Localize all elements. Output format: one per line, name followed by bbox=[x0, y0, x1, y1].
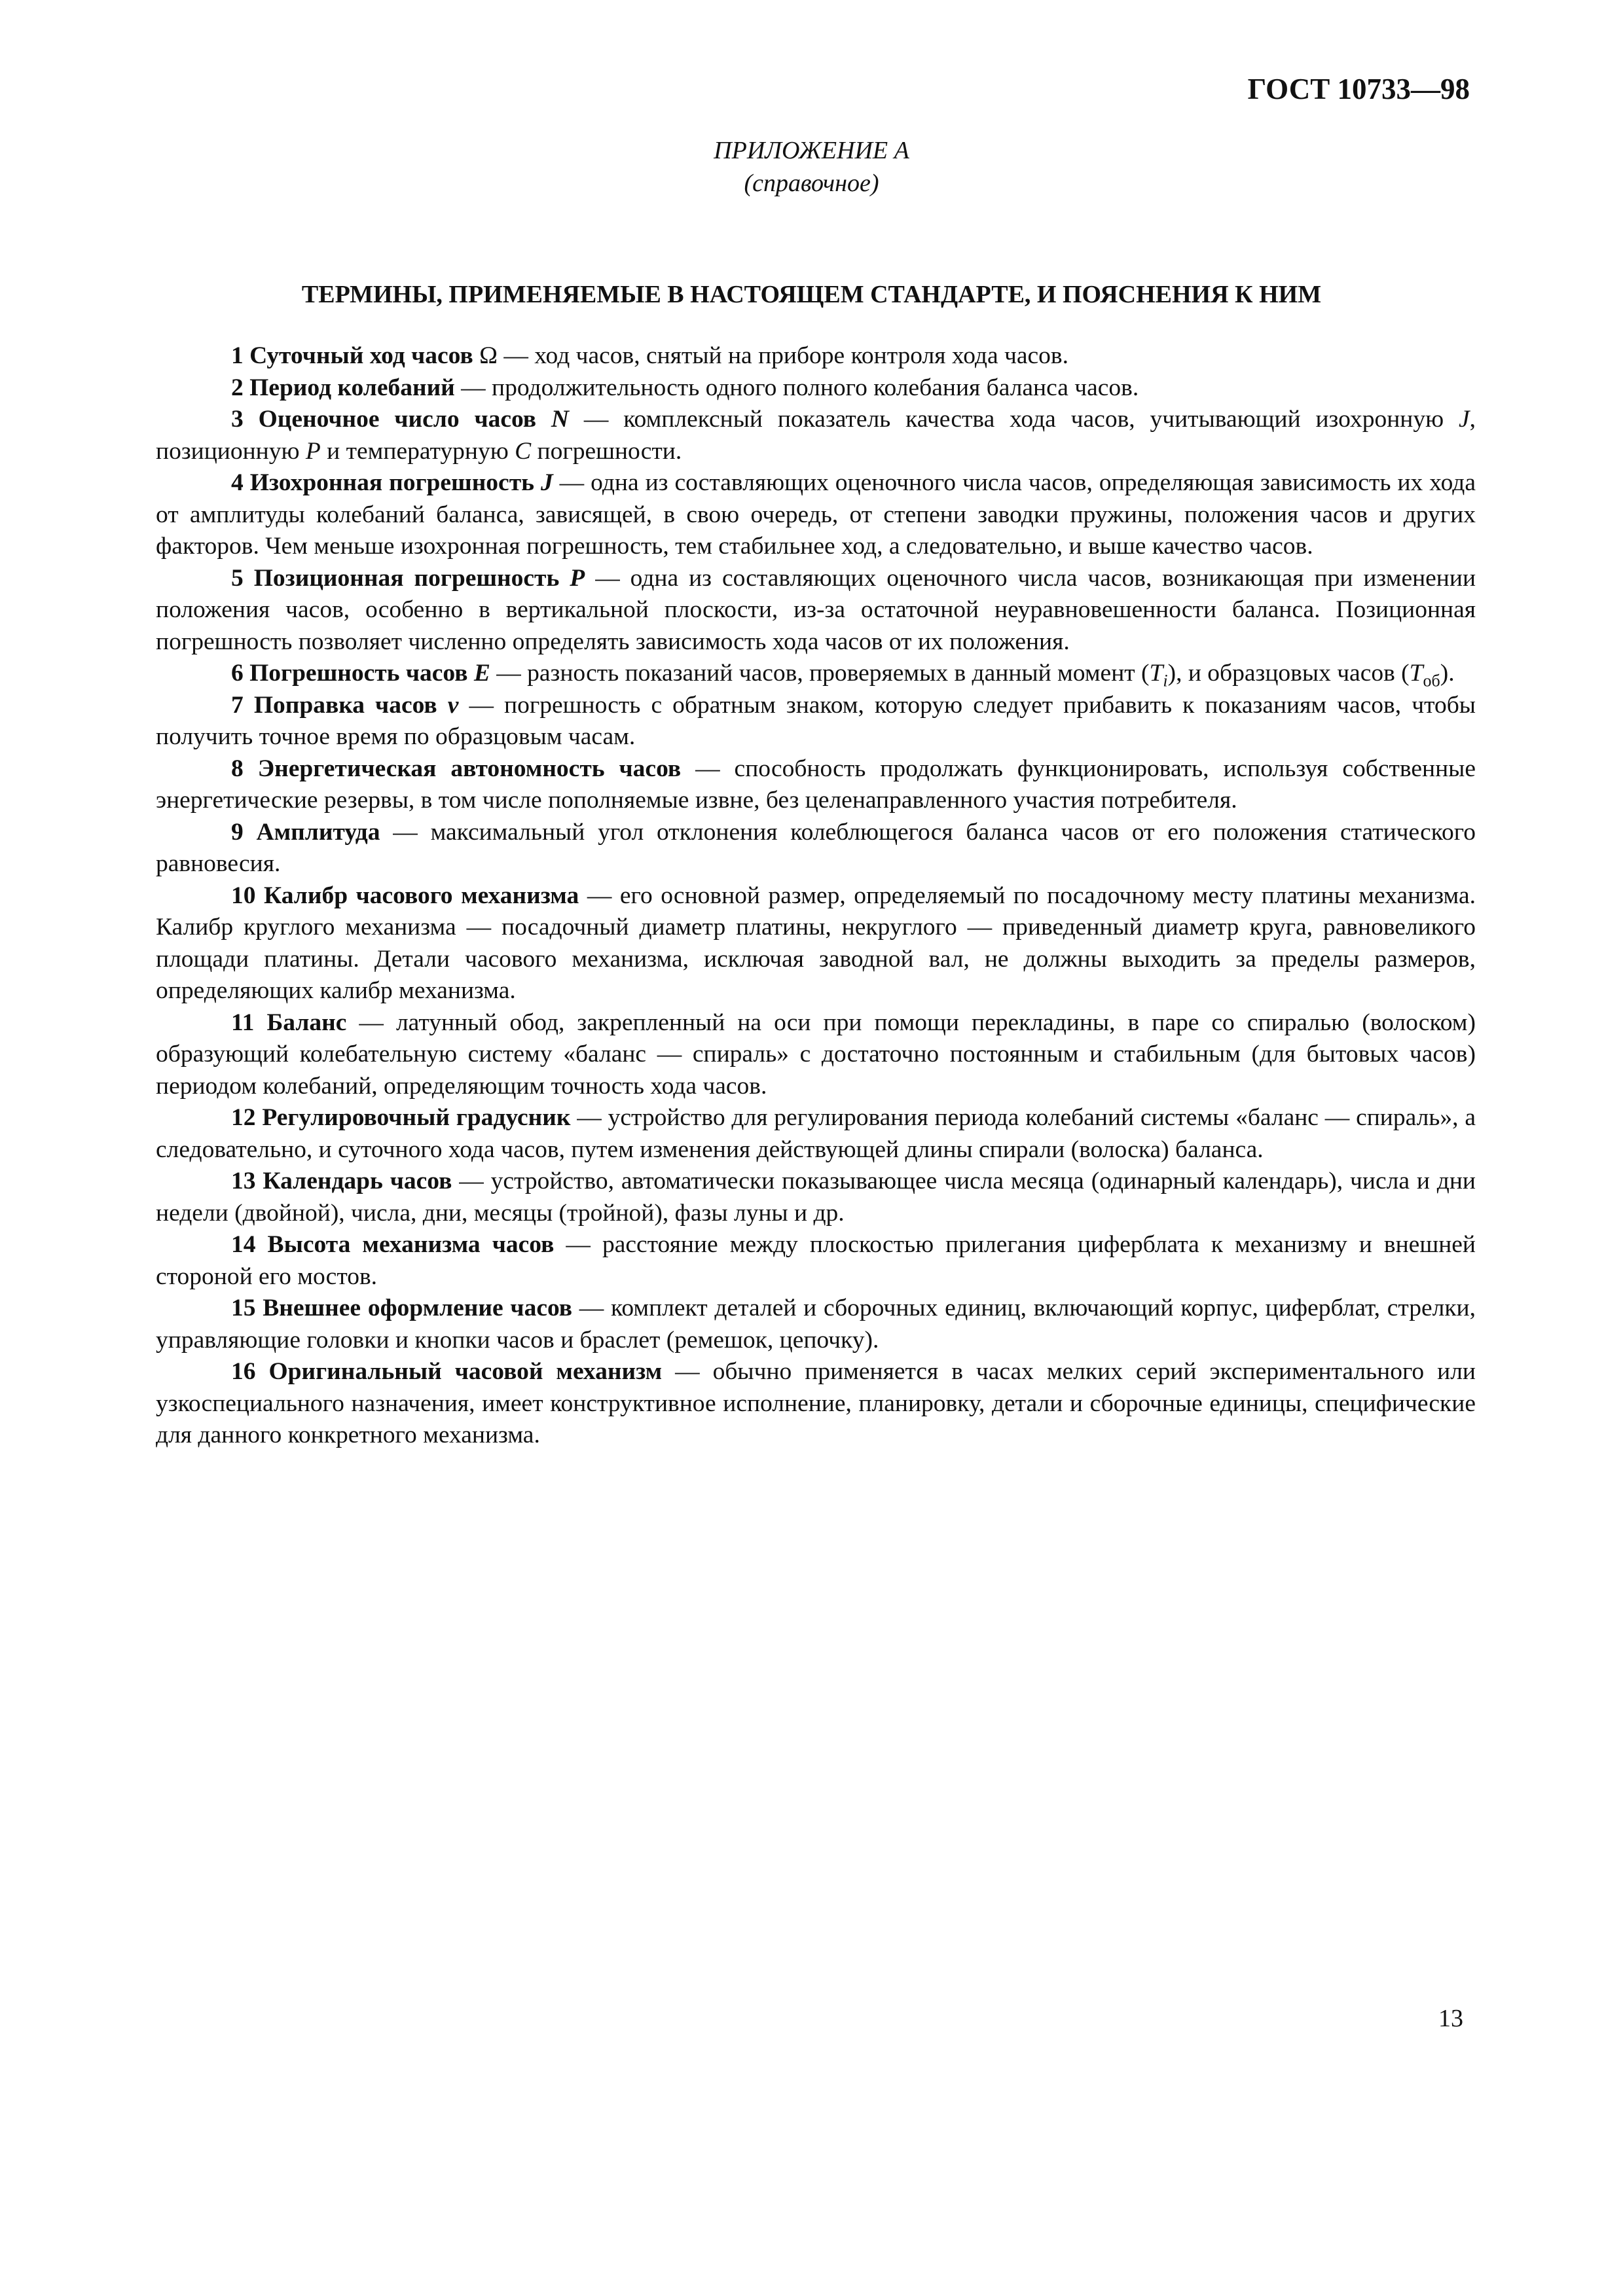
term-name: 3 Оценочное число часов bbox=[231, 406, 537, 433]
term-name: 1 Суточный ход часов bbox=[231, 342, 473, 369]
term-symbol: Ω bbox=[479, 342, 498, 369]
term-definition: — комплект деталей и сборочных единиц, включающий корпус, циферблат, стрелки, управляющие головки и кнопки часов и браслет (ремешок, цепочку). bbox=[156, 1295, 1476, 1354]
term-definition: — максимальный угол отклонения колеблющегося баланса часов от его положения статического равновесия. bbox=[156, 818, 1476, 877]
term-item bbox=[156, 340, 1476, 372]
term-item bbox=[156, 690, 1476, 753]
term-definition: — одна из составляющих оценочного числа часов, определяющая зависимость их хода от амплитуды колебаний баланса, зависящей, в свою очередь, от степени заводки пружины, положения часов и других факторов. Чем меньше изохронная погрешность, тем стабильнее ход, а следовательно, и выше качество часов. bbox=[156, 469, 1476, 560]
term-name: 5 Позиционная погрешность bbox=[231, 564, 560, 592]
term-definition: — ход часов, снятый на приборе контроля хода часов. bbox=[497, 342, 1068, 369]
term-name: 2 Период колебаний bbox=[231, 374, 455, 401]
term-item bbox=[156, 563, 1476, 658]
term-definition: — комплексный показатель качества хода часов, учитывающий изохронную J, позиционную P и температурную C погрешности. bbox=[156, 406, 1476, 465]
term-definition: — устройство для регулирования периода колебаний системы «баланс — спираль», а следовательно, и суточного хода часов, путем изменения действующей длины спирали (волоска) баланса. bbox=[156, 1104, 1476, 1163]
term-definition: — способность продолжать функционировать, используя собственные энергетические резервы, в том числе пополняемые извне, без целенаправленного участия потребителя. bbox=[156, 755, 1476, 814]
term-symbol: ν bbox=[447, 691, 459, 719]
term-name: 13 Календарь часов bbox=[231, 1168, 452, 1194]
term-item bbox=[156, 817, 1476, 880]
annex-title: ПРИЛОЖЕНИЕ А bbox=[714, 137, 909, 164]
term-name: 8 Энергетическая автономность часов bbox=[231, 755, 682, 782]
document-code: ГОСТ 10733—98 bbox=[1247, 73, 1470, 105]
term-item bbox=[156, 1293, 1476, 1356]
section-title: ТЕРМИНЫ, ПРИМЕНЯЕМЫЕ В НАСТОЯЩЕМ СТАНДАРТЕ, И ПОЯСНЕНИЯ К НИМ bbox=[301, 281, 1322, 308]
term-name: 15 Внешнее оформление часов bbox=[231, 1295, 573, 1321]
term-item bbox=[156, 372, 1476, 404]
term-definition: — одна из составляющих оценочного числа часов, возникающая при изменении положения часов, особенно в вертикальной плоскости, из-за остаточной неуравновешенности баланса. Позиционная погрешность позволяет численно определять зависимость хода часов от их положения. bbox=[156, 564, 1476, 655]
variable-symbol: C bbox=[515, 437, 532, 465]
term-symbol: J bbox=[540, 469, 553, 496]
term-definition: — обычно применяется в часах мелких серий экспериментального или узкоспециального назначения, имеет конструктивное исполнение, планировку, детали и сборочные единицы, специфические для данного конкретного механизма. bbox=[156, 1358, 1476, 1448]
term-item bbox=[156, 1166, 1476, 1229]
variable-symbol: J bbox=[1458, 406, 1470, 433]
annex-subtitle: (справочное) bbox=[744, 170, 879, 197]
term-definition: — латунный обод, закрепленный на оси при помощи перекладины, в паре со спиралью (волоском) образующий колебательную систему «баланс — спираль» с достаточно постоянным и стабильным (для бытовых часов) периодом колебаний, определяющим точность хода часов. bbox=[156, 1009, 1476, 1100]
term-item bbox=[156, 880, 1476, 1007]
term-name: 11 Баланс bbox=[231, 1009, 347, 1036]
annex-heading bbox=[0, 134, 1623, 200]
term-name: 9 Амплитуда bbox=[231, 818, 380, 846]
term-name: 16 Оригинальный часовой механизм bbox=[231, 1358, 663, 1385]
term-name: 10 Калибр часового механизма bbox=[231, 882, 579, 909]
term-symbol: E bbox=[473, 660, 490, 687]
term-name: 14 Высота механизма часов bbox=[231, 1231, 555, 1258]
term-name: 4 Изохронная погрешность bbox=[231, 469, 534, 496]
term-item bbox=[156, 467, 1476, 563]
variable-symbol: P bbox=[305, 437, 321, 465]
term-symbol: P bbox=[570, 564, 585, 592]
terms-list bbox=[156, 340, 1476, 1452]
term-definition: — погрешность с обратным знаком, которую следует прибавить к показаниям часов, чтобы получить точное время по образцовым часам. bbox=[156, 691, 1476, 750]
term-name: 7 Поправка часов bbox=[231, 691, 437, 719]
term-definition: — продолжительность одного полного колебания баланса часов. bbox=[454, 374, 1139, 401]
page-number: 13 bbox=[1438, 2005, 1463, 2032]
term-definition: — устройство, автоматически показывающее числа месяца (одинарный календарь), числа и дни недели (двойной), числа, дни, месяцы (тройной), фазы луны и др. bbox=[156, 1168, 1476, 1227]
term-item bbox=[156, 1007, 1476, 1103]
term-item bbox=[156, 658, 1476, 690]
term-symbol: N bbox=[551, 406, 570, 433]
term-item bbox=[156, 1102, 1476, 1166]
term-item bbox=[156, 404, 1476, 467]
term-item bbox=[156, 1356, 1476, 1452]
term-name: 6 Погрешность часов bbox=[231, 660, 468, 687]
term-definition: — расстояние между плоскостью прилегания циферблата к механизму и внешней стороной его мостов. bbox=[156, 1231, 1476, 1290]
term-definition: — разность показаний часов, проверяемых в данный момент $(T_i)$, и образцовых часов $(T_{об})$. bbox=[490, 660, 1455, 691]
term-item bbox=[156, 753, 1476, 817]
term-definition: — его основной размер, определяемый по посадочному месту платины механизма. Калибр круглого механизма — посадочный диаметр платины, некруглого — приведенный диаметр круга, равновеликого площади платины. Детали часового механизма, исключая заводной вал, не должны выходить за пределы размеров, определяющих калибр механизма. bbox=[156, 882, 1476, 1004]
term-item bbox=[156, 1229, 1476, 1293]
term-name: 12 Регулировочный градусник bbox=[231, 1104, 571, 1131]
